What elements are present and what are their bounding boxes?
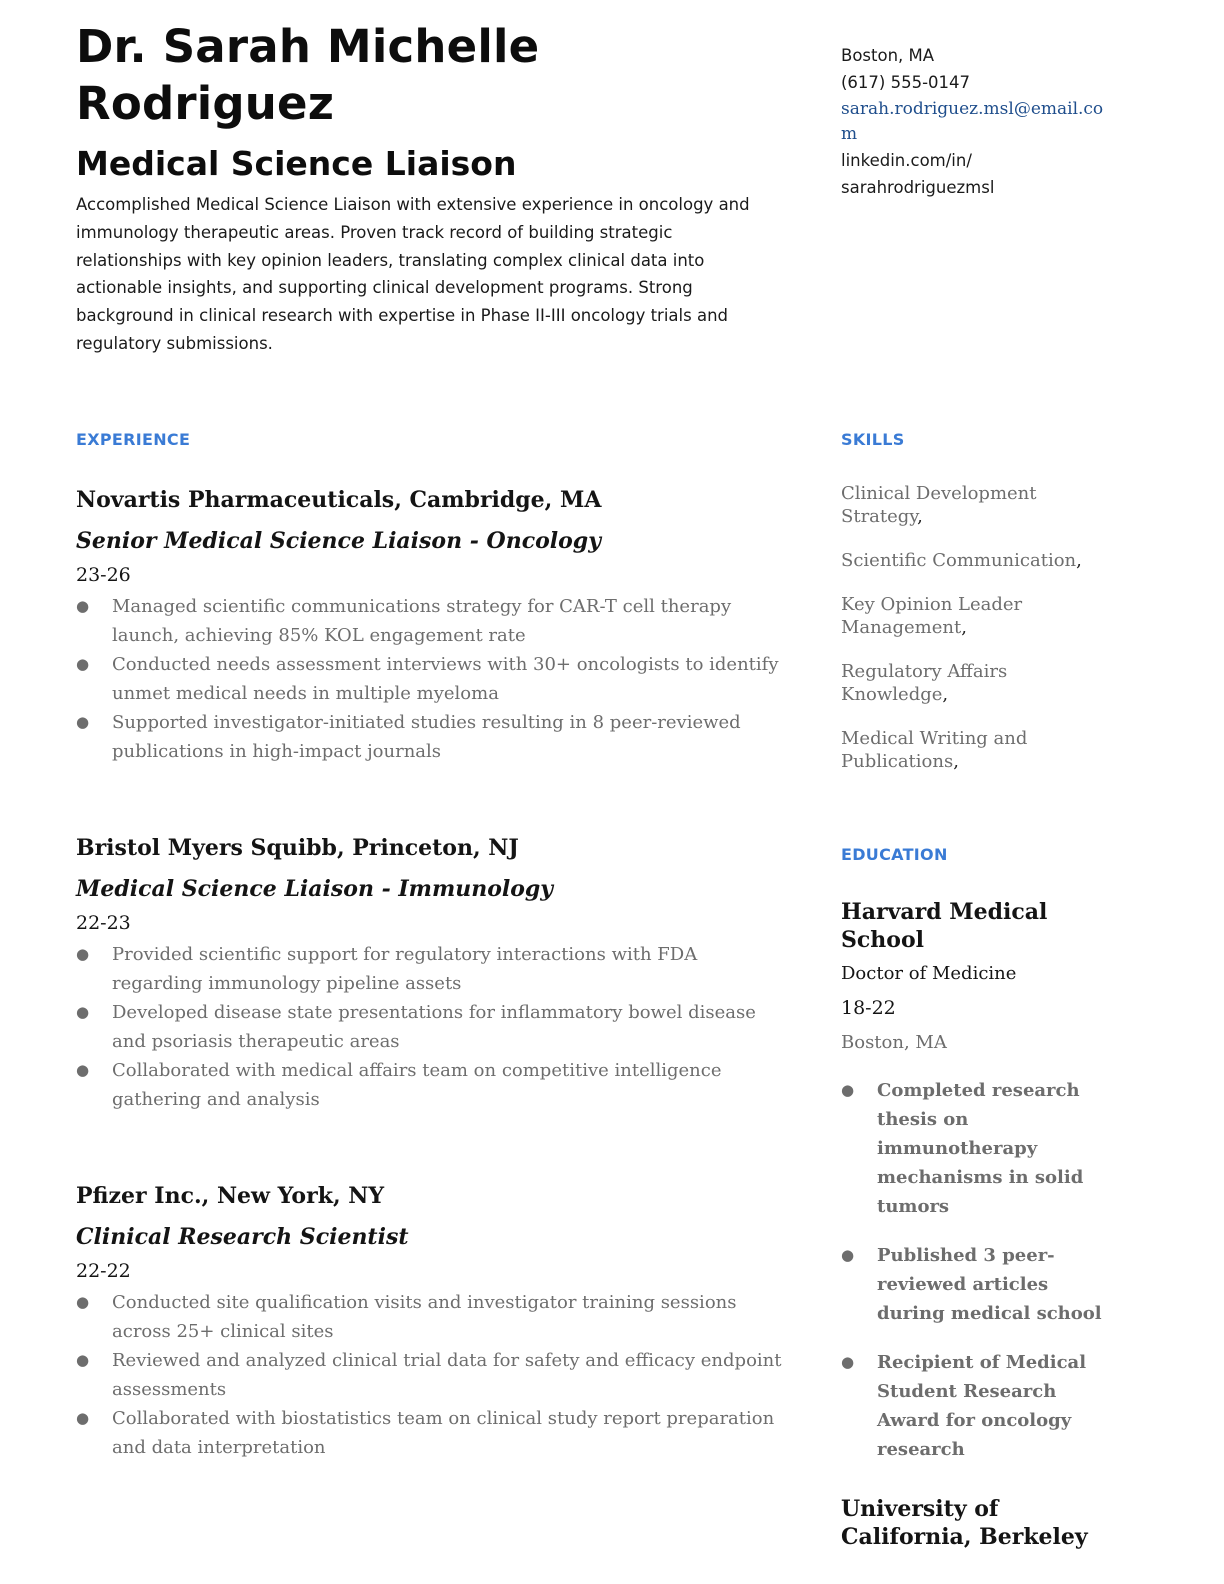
company-name: Pfizer Inc., New York, NY <box>76 1183 385 1209</box>
experience-heading: EXPERIENCE <box>76 430 191 449</box>
bullet-icon: ● <box>76 655 90 673</box>
achievement-text: Conducted needs assessment interviews with 30+ oncologists to identify unmet medical needs in multiple myeloma <box>112 654 779 704</box>
skill-separator: , <box>953 751 959 772</box>
degree-name: Doctor of Medicine <box>841 963 1017 984</box>
skill-separator: , <box>1076 550 1082 571</box>
bullet-icon: ● <box>841 1246 855 1264</box>
skill-text: Key Opinion Leader Management <box>841 594 1023 638</box>
achievement-item <box>76 592 791 650</box>
achievement-list <box>76 592 791 766</box>
bullet-icon: ● <box>76 1351 90 1369</box>
achievement-text: Conducted site qualification visits and investigator training sessions across 25+ clinical sites <box>112 1292 737 1342</box>
company-name: Bristol Myers Squibb, Princeton, NJ <box>76 835 519 861</box>
skill-separator: , <box>961 617 967 638</box>
skills-heading: SKILLS <box>841 430 905 449</box>
education-entry <box>841 898 1116 1484</box>
bullet-icon: ● <box>76 597 90 615</box>
achievement-text: Reviewed and analyzed clinical trial data for safety and efficacy endpoint assessments <box>112 1350 782 1400</box>
education-entry <box>841 1495 1116 1551</box>
achievement-text: Collaborated with biostatistics team on clinical study report preparation and data interpretation <box>112 1408 775 1458</box>
role-title: Senior Medical Science Liaison - Oncology <box>76 528 601 554</box>
skill-item <box>841 727 1101 773</box>
achievement-text: Supported investigator-initiated studies resulting in 8 peer-reviewed publications in high-impact journals <box>112 712 741 762</box>
skill-item <box>841 482 1101 528</box>
bullet-icon: ● <box>76 1409 90 1427</box>
employment-dates: 23-26 <box>76 564 131 586</box>
employment-dates: 22-23 <box>76 912 131 934</box>
achievement-list <box>76 1288 791 1462</box>
bullet-icon: ● <box>841 1081 855 1099</box>
role-title: Clinical Research Scientist <box>76 1224 409 1250</box>
contact-linkedin-link[interactable] <box>841 147 1113 201</box>
school-name: Harvard Medical School <box>841 899 1048 953</box>
achievement-item <box>76 1288 791 1346</box>
education-location: Boston, MA <box>841 1032 947 1053</box>
bullet-icon: ● <box>76 945 90 963</box>
skill-text: Scientific Communication <box>841 550 1077 571</box>
highlight-text: Completed research thesis on immunotherapy mechanisms in solid tumors <box>877 1080 1084 1217</box>
contact-location: Boston, MA <box>841 46 935 65</box>
achievement-text: Collaborated with medical affairs team on competitive intelligence gathering and analysis <box>112 1060 722 1110</box>
education-heading: EDUCATION <box>841 845 948 864</box>
employment-dates: 22-22 <box>76 1260 131 1282</box>
skills-list <box>841 482 1101 794</box>
education-highlight-item <box>841 1348 1116 1464</box>
contact-block <box>841 42 1113 201</box>
role-title: Medical Science Liaison - Immunology <box>76 876 554 902</box>
skill-text: Regulatory Affairs Knowledge <box>841 661 1008 705</box>
achievement-item <box>76 998 791 1056</box>
highlight-text: Published 3 peer-reviewed articles during medical school <box>877 1245 1102 1324</box>
skill-item <box>841 660 1101 706</box>
bullet-icon: ● <box>841 1353 855 1371</box>
bullet-icon: ● <box>76 1293 90 1311</box>
linkedin-line-1: linkedin.com/in/ <box>841 151 972 170</box>
achievement-item <box>76 1346 791 1404</box>
achievement-item <box>76 1056 791 1114</box>
job-title: Medical Science Liaison <box>76 144 517 183</box>
achievement-text: Managed scientific communications strategy for CAR-T cell therapy launch, achieving 85% KOL engagement rate <box>112 596 732 646</box>
highlight-text: Recipient of Medical Student Research Award for oncology research <box>877 1352 1087 1460</box>
skill-text: Clinical Development Strategy <box>841 483 1037 527</box>
experience-entry <box>76 1180 791 1462</box>
bullet-icon: ● <box>76 1061 90 1079</box>
education-highlight-item <box>841 1076 1116 1221</box>
experience-entry <box>76 832 791 1114</box>
candidate-name: Dr. Sarah Michelle Rodriguez <box>76 20 540 130</box>
achievement-item <box>76 940 791 998</box>
skill-item <box>841 593 1101 639</box>
contact-email-link[interactable]: sarah.rodriguez.msl@email.com <box>841 99 1104 144</box>
education-highlights <box>841 1076 1116 1464</box>
school-name: University of California, Berkeley <box>841 1496 1088 1550</box>
bullet-icon: ● <box>76 713 90 731</box>
achievement-item <box>76 708 791 766</box>
achievement-text: Provided scientific support for regulatory interactions with FDA regarding immunology pipeline assets <box>112 944 698 994</box>
company-name: Novartis Pharmaceuticals, Cambridge, MA <box>76 487 602 513</box>
achievement-list <box>76 940 791 1114</box>
skill-item <box>841 549 1101 572</box>
professional-summary: Accomplished Medical Science Liaison with extensive experience in oncology and immunology therapeutic areas. Proven track record of building strategic relationships with key opinion leaders, translating complex clinical data into actionable insights, and supporting clinical development programs. Strong background in clinical research with expertise in Phase II-III oncology trials and regulatory submissions. <box>76 195 750 353</box>
bullet-icon: ● <box>76 1003 90 1021</box>
experience-entry <box>76 484 791 766</box>
achievement-item <box>76 1404 791 1462</box>
skill-separator: , <box>917 506 923 527</box>
skill-text: Medical Writing and Publications <box>841 728 1028 772</box>
achievement-item <box>76 650 791 708</box>
skill-separator: , <box>942 684 949 705</box>
education-highlight-item <box>841 1241 1116 1328</box>
contact-phone: (617) 555-0147 <box>841 73 971 92</box>
linkedin-line-2: sarahrodriguezmsl <box>841 178 995 197</box>
education-dates: 18-22 <box>841 997 896 1019</box>
achievement-text: Developed disease state presentations for inflammatory bowel disease and psoriasis therapeutic areas <box>112 1002 756 1052</box>
